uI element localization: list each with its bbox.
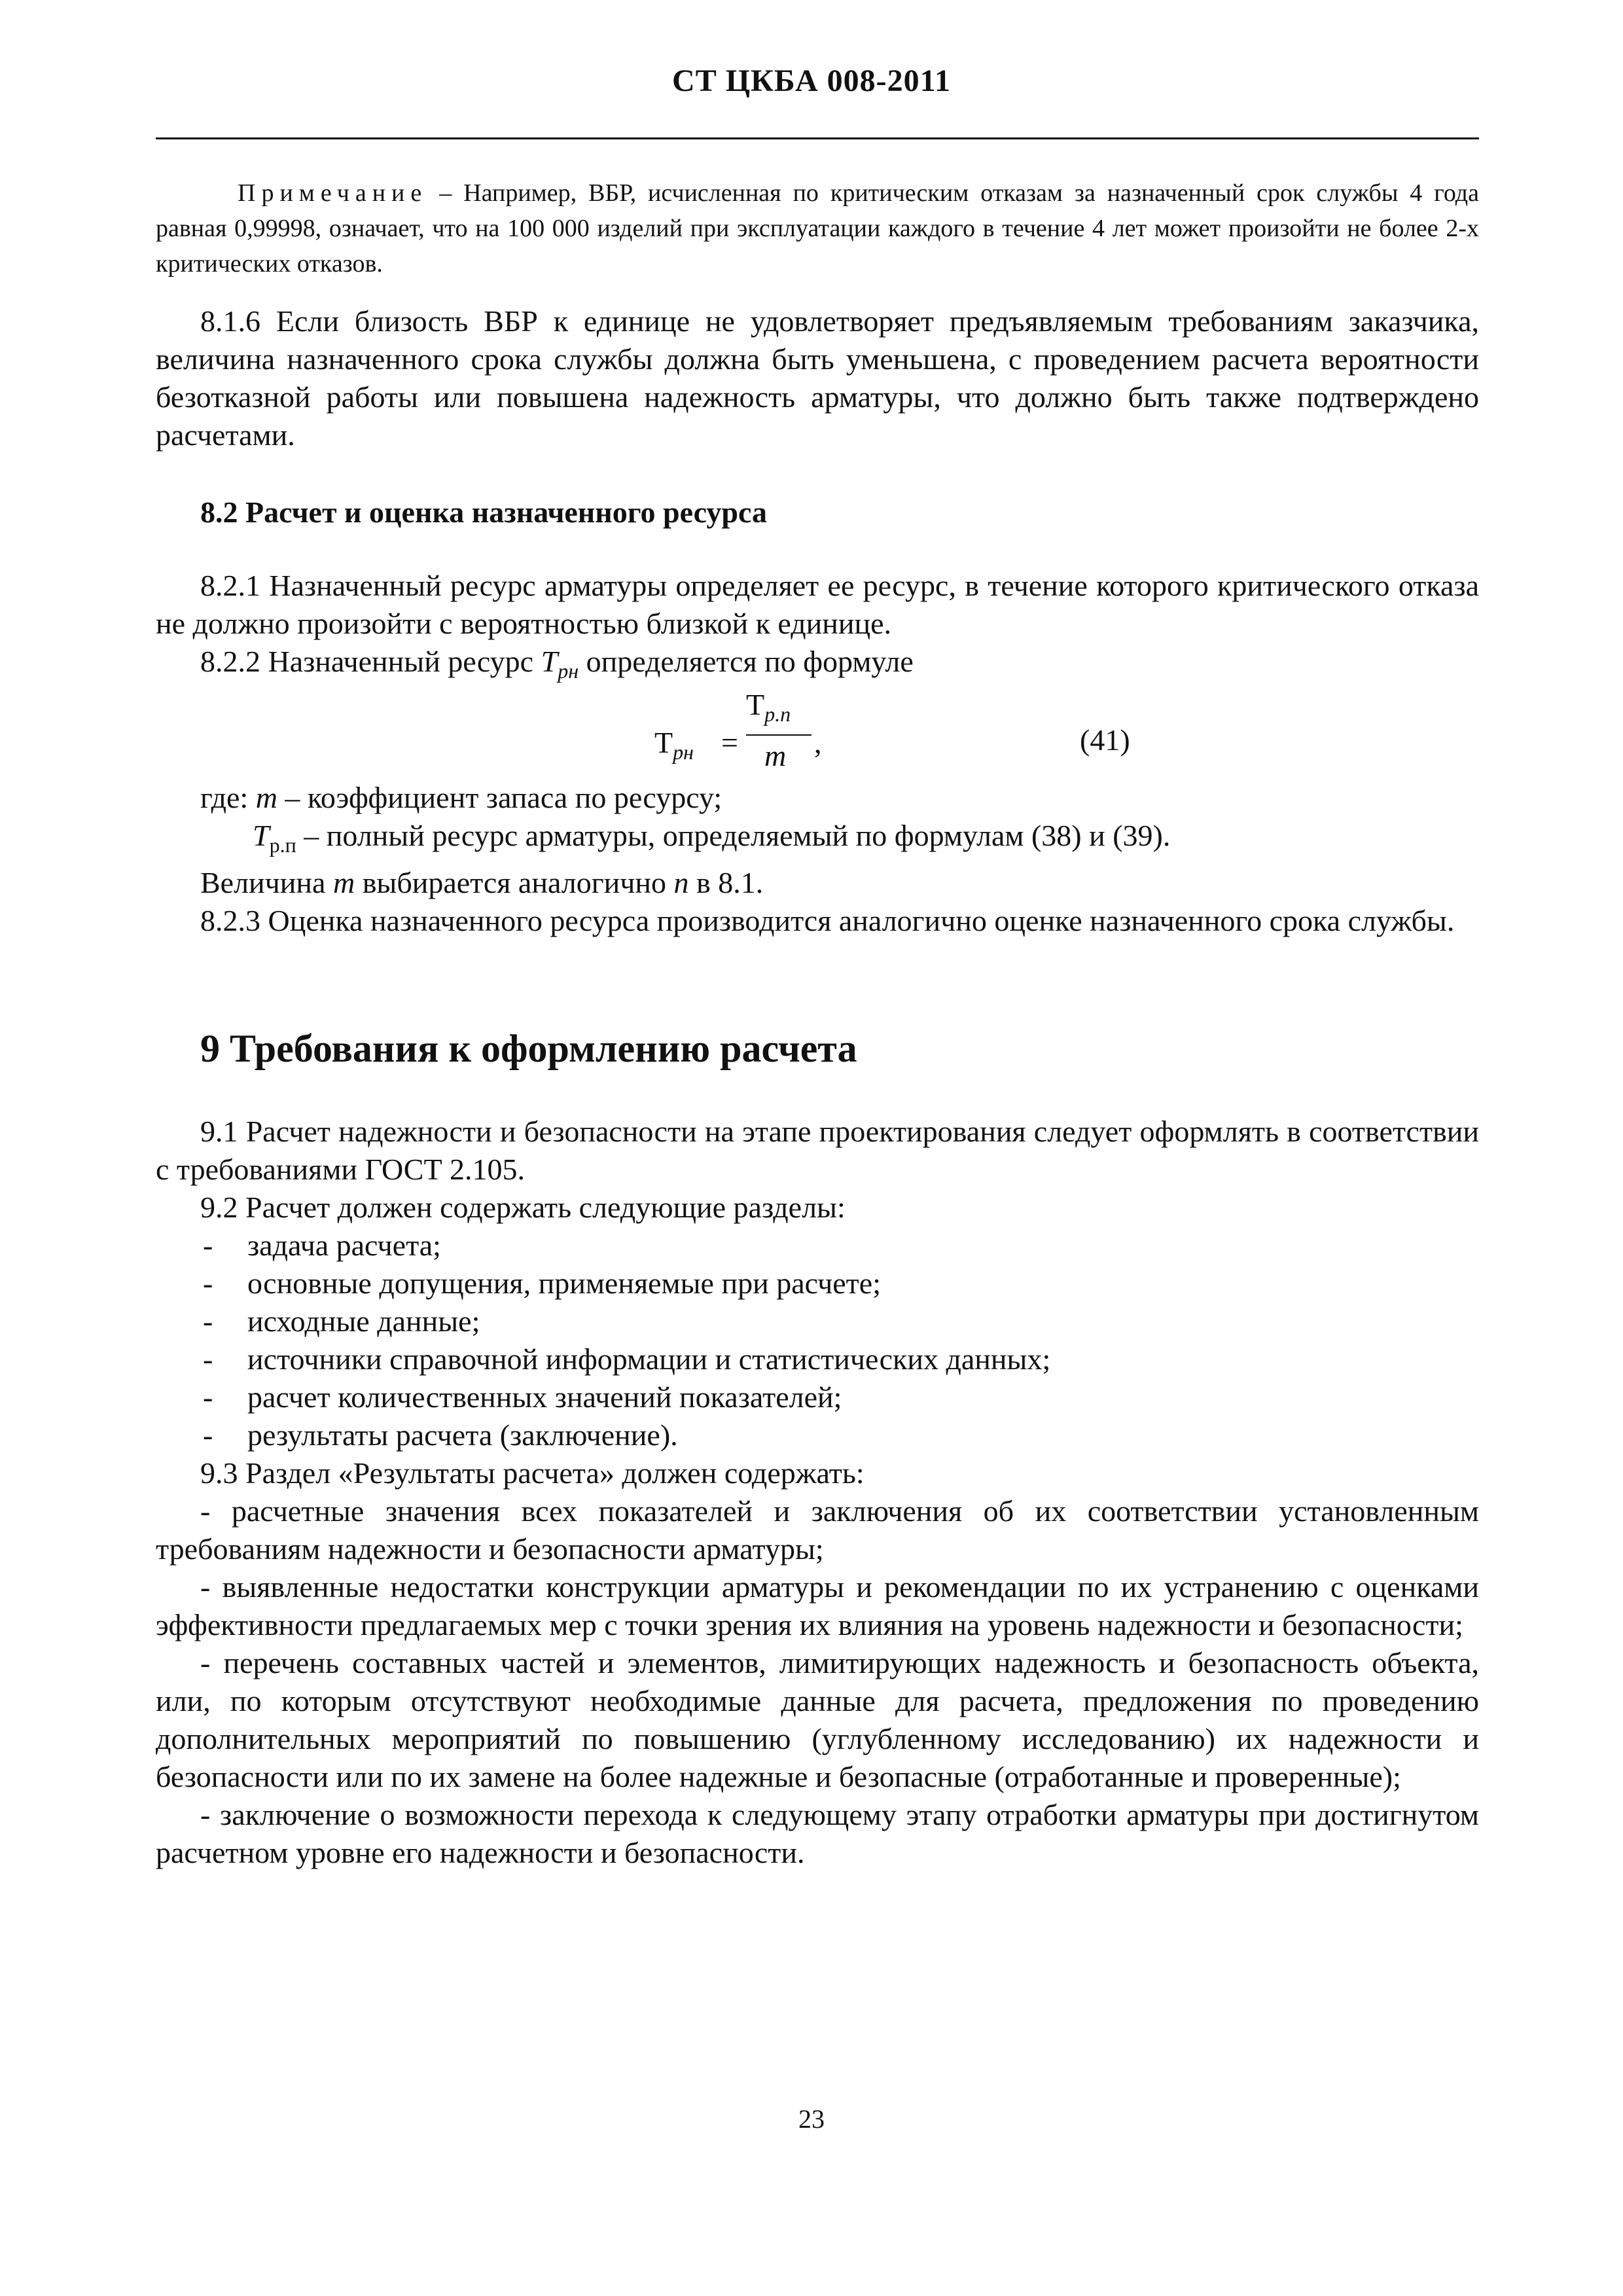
paragraph-8-2-2-tail: определяется по формуле <box>579 645 914 678</box>
paragraph-8-1-6: 8.1.6 Если близость ВБР к единице не удовлетворяет предъявляемым требованиям заказчика, величина назначенного срока службы должна быть уменьшена, с проведением расчета вероятности безотказной работы или повышена надежность арматуры, что должно быть также подтверждено расчетами. <box>156 304 1479 452</box>
list-item: - расчет количественных значений показателей; <box>203 1380 842 1414</box>
formula-equals: = <box>721 726 738 759</box>
section-9 <box>156 1113 1479 1872</box>
paragraph-8-2-1: 8.2.1 Назначенный ресурс арматуры определяет ее ресурс, в течение которого критического отказа не должно произойти с вероятностью близкой к единице. <box>156 569 1479 640</box>
paragraph-9-2: 9.2 Расчет должен содержать следующие разделы: <box>200 1191 846 1224</box>
list-item: - исходные данные; <box>203 1304 480 1338</box>
paragraph-8-2-2-text: 8.2.2 Назначенный ресурс <box>200 645 541 678</box>
page-number: 23 <box>798 2104 825 2134</box>
list-9-3-item: - выявленные недостатки конструкции арматуры и рекомендации по их устранению с оценками эффективности предлагаемых мер с точки зрения их влияния на уровень надежности и безопасности; <box>156 1570 1479 1641</box>
note-label: Примечание <box>238 179 428 207</box>
symbol-t-rn: $T_{рн}$ <box>541 645 579 683</box>
list-9-3-item: - заключение о возможности перехода к следующему этапу отработки арматуры при достигнутом расчетном уровне его надежности и безопасности. <box>156 1798 1479 1869</box>
section-8-1-6 <box>156 302 1479 454</box>
where-line-3: Величина m выбирается аналогично n в 8.1. <box>200 866 764 900</box>
paragraph-8-2-3: 8.2.3 Оценка назначенного ресурса производится аналогично оценке назначенного срока службы. <box>200 904 1455 938</box>
paragraph-8-2-2 <box>156 643 1479 690</box>
section-8-2-1 <box>156 567 1479 690</box>
formula-numerator: $T_{р.п}$ <box>746 688 791 726</box>
list-item: - результаты расчета (заключение). <box>203 1418 678 1452</box>
list-9-3-item: - расчетные значения всех показателей и заключения об их соответствии установленным требованиям надежности и безопасности арматуры; <box>156 1494 1479 1566</box>
list-9-3-item: - перечень составных частей и элементов, лимитирующих надежность и безопасность объекта, или, по которым отсутствуют необходимые данные для расчета, предложения по проведению дополнительных мероприятий по повышению (углубленному исследованию) их надежности и безопасности или по их замене на более надежные и безопасные (отработанные и проверенные); <box>156 1646 1479 1793</box>
heading-9: 9 Требования к оформлению расчета <box>200 1027 857 1070</box>
formula-number: (41) <box>1080 723 1130 757</box>
formula-lhs: $T_{рн}$ <box>654 726 694 764</box>
paragraph-9-3: 9.3 Раздел «Результаты расчета» должен содержать: <box>200 1456 865 1490</box>
formula-fraction-bar <box>746 734 812 736</box>
formula-comma: , <box>814 726 822 759</box>
where-line-2: $T_{р.п}$ – полный ресурс арматуры, определяемый по формулам (38) и (39). <box>253 819 1171 857</box>
list-item: - основные допущения, применяемые при расчете; <box>203 1266 881 1300</box>
where-line-1: где: m – коэффициент запаса по ресурсу; <box>200 781 722 814</box>
list-9-2 <box>156 1227 1479 1454</box>
header-divider <box>156 137 1479 139</box>
document-code-header: СТ ЦКБА 008-2011 <box>672 63 951 98</box>
note-paragraph <box>156 175 1479 281</box>
where-block <box>156 779 1479 940</box>
heading-8-2: 8.2 Расчет и оценка назначенного ресурса <box>200 495 767 529</box>
formula-41 <box>654 687 851 779</box>
list-item: - задача расчета; <box>203 1229 441 1262</box>
note-text: – Например, ВБР, исчисленная по критическим отказам за назначенный срок службы 4 года равная 0,99998, означает, что на 100 000 изделий при эксплуатации каждого в течение 4 лет может произойти не более 2-х критических отказов. <box>156 179 1479 278</box>
formula-denominator: m <box>764 739 787 772</box>
paragraph-9-1: 9.1 Расчет надежности и безопасности на этапе проектирования следует оформлять в соответствии с требованиями ГОСТ 2.105. <box>156 1115 1479 1186</box>
list-item: - источники справочной информации и статистических данных; <box>203 1342 1051 1376</box>
